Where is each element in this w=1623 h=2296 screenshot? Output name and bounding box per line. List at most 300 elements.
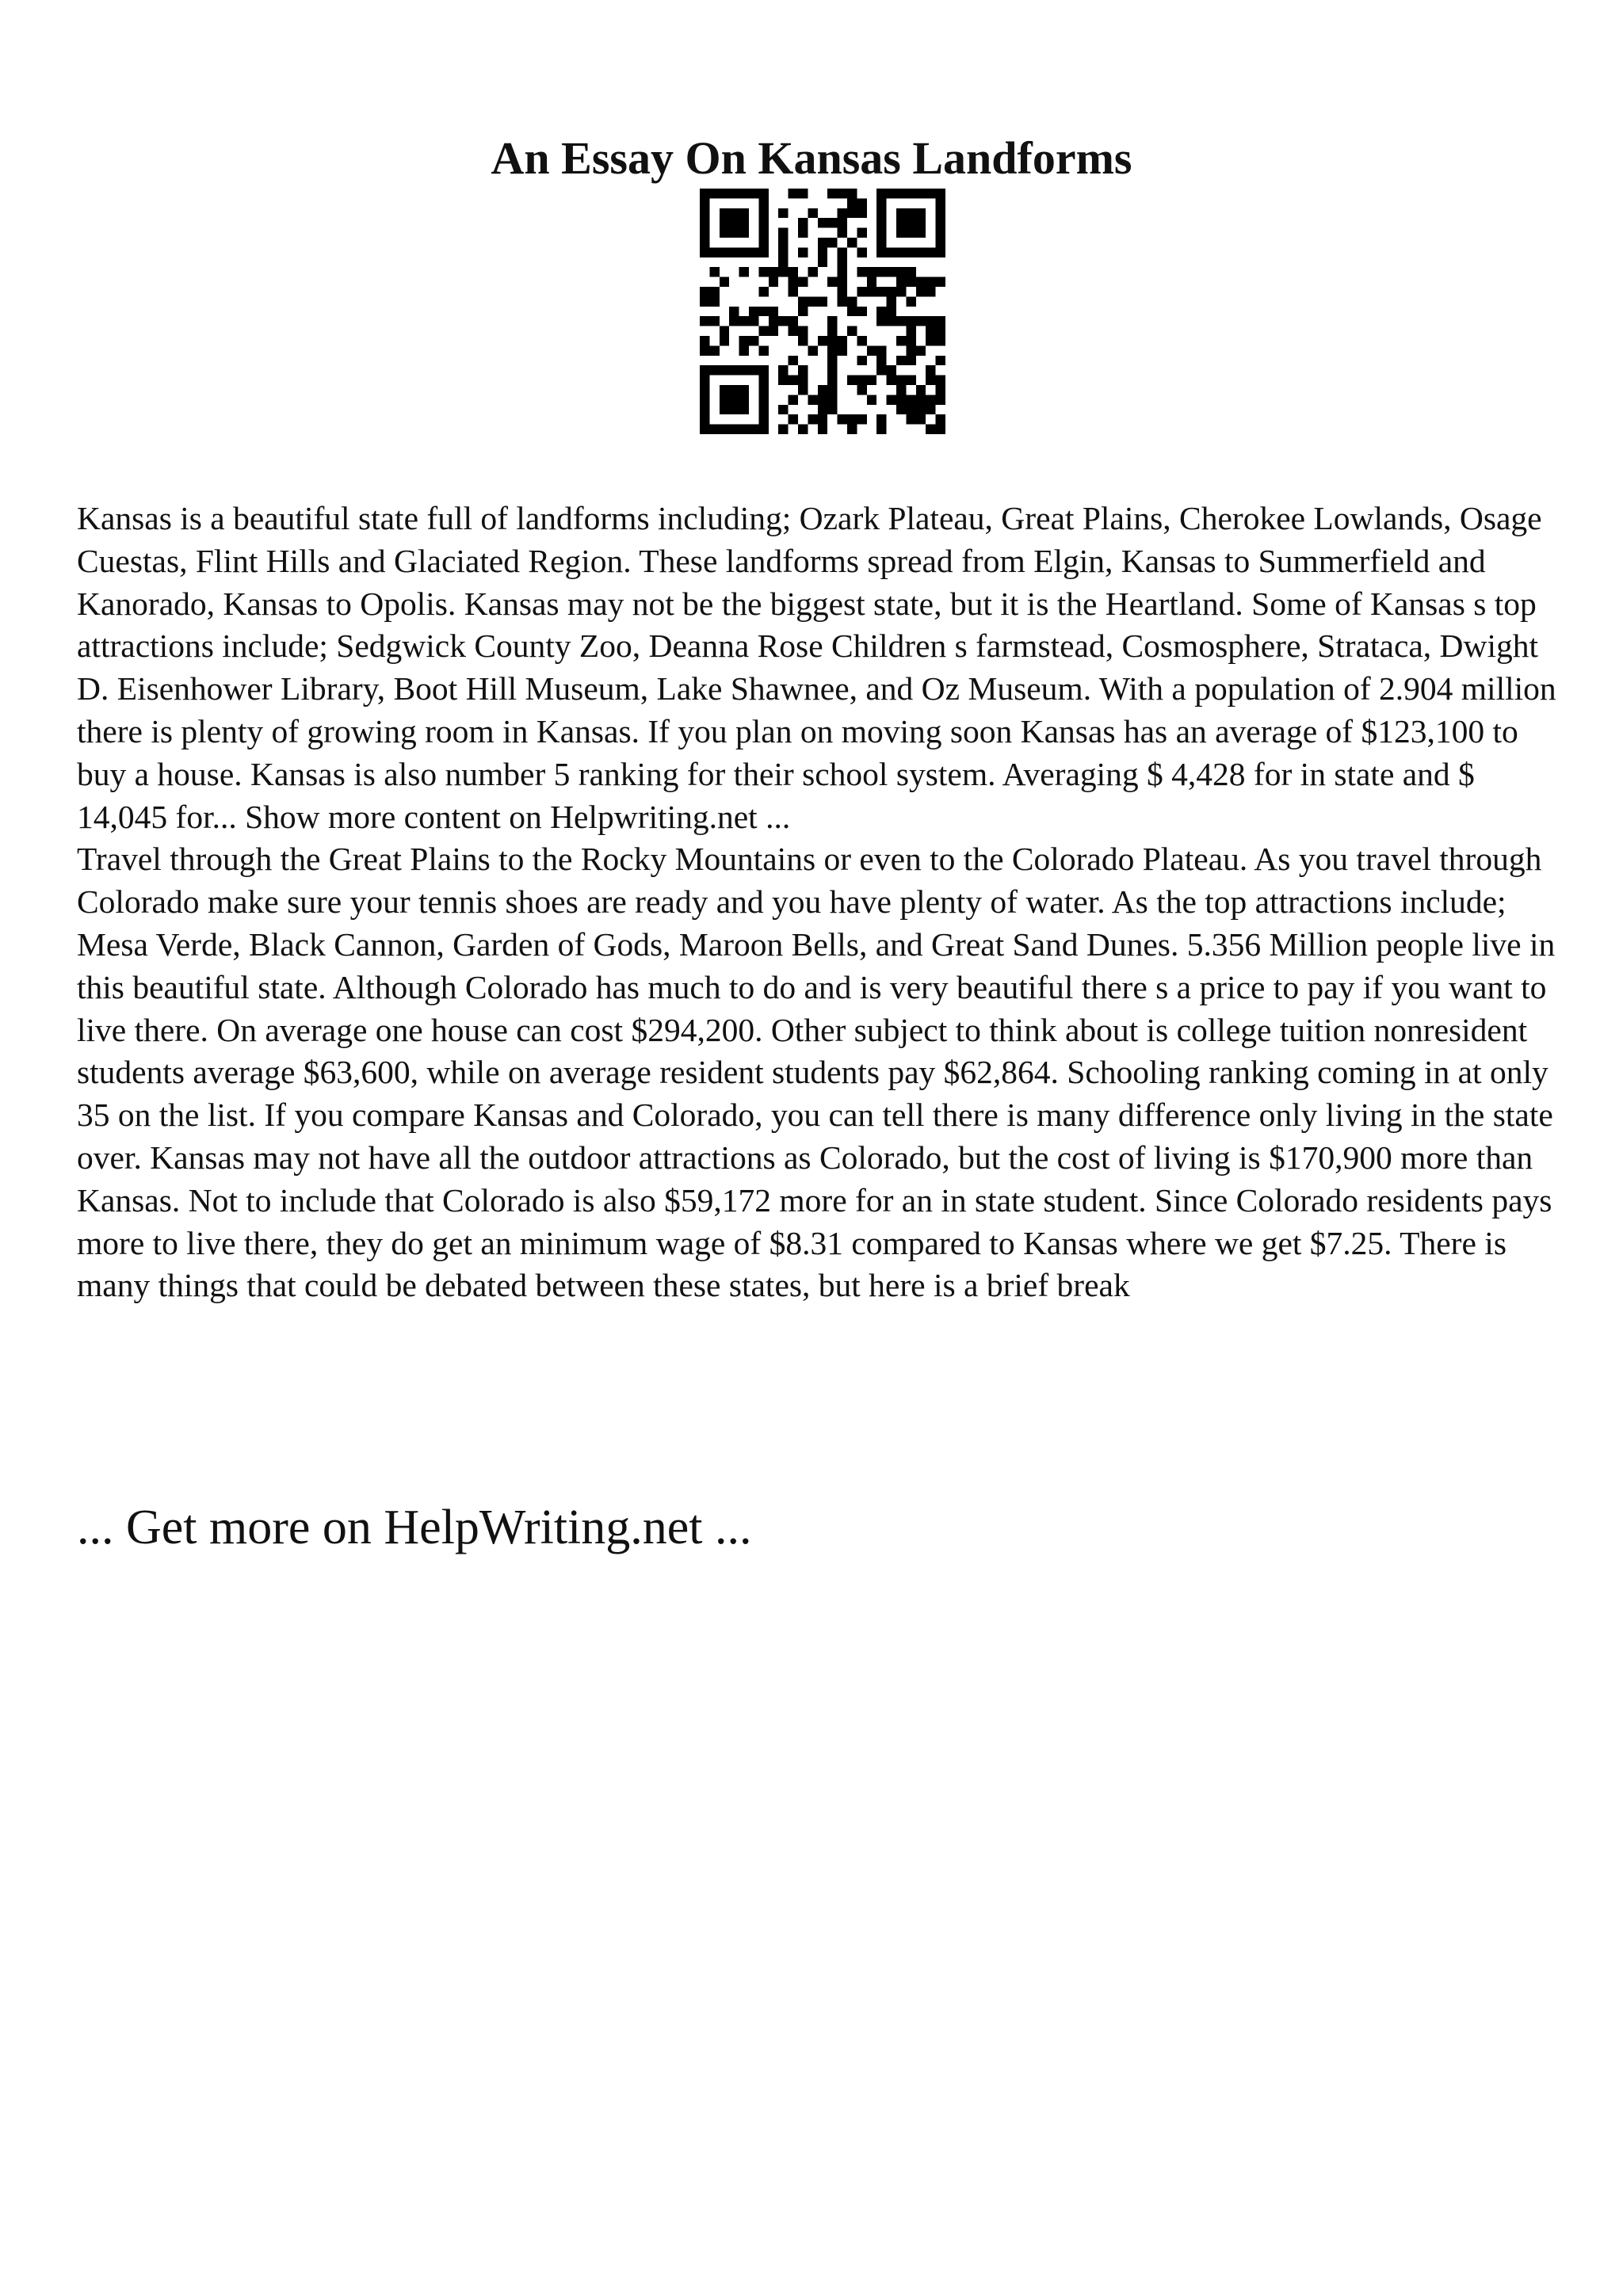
- qr-module: [876, 414, 886, 424]
- qr-module: [739, 267, 749, 277]
- qr-module: [700, 296, 709, 306]
- qr-module: [700, 316, 709, 326]
- qr-module: [936, 336, 945, 345]
- qr-module: [896, 395, 906, 404]
- qr-module: [847, 198, 857, 208]
- qr-module: [827, 336, 837, 345]
- qr-module: [758, 198, 768, 208]
- qr-module: [827, 405, 837, 414]
- qr-module: [729, 247, 739, 257]
- qr-module: [789, 287, 798, 296]
- qr-module: [887, 287, 896, 296]
- qr-module: [758, 208, 768, 218]
- qr-module: [926, 336, 935, 345]
- qr-module: [729, 228, 739, 238]
- qr-module: [720, 385, 729, 395]
- qr-module: [887, 376, 896, 385]
- qr-module: [700, 247, 709, 257]
- qr-module: [700, 425, 709, 434]
- qr-module: [758, 307, 768, 316]
- qr-module: [906, 326, 915, 336]
- qr-module: [926, 247, 935, 257]
- qr-module: [720, 336, 729, 345]
- qr-module: [758, 267, 768, 277]
- qr-module: [838, 345, 847, 355]
- qr-module: [887, 365, 896, 375]
- qr-module: [926, 376, 935, 385]
- qr-module: [798, 326, 808, 336]
- qr-module: [749, 425, 758, 434]
- qr-module: [867, 267, 876, 277]
- qr-module: [700, 345, 709, 355]
- qr-module: [818, 238, 827, 247]
- qr-module: [778, 405, 788, 414]
- qr-module: [758, 189, 768, 198]
- qr-module: [847, 189, 857, 198]
- qr-module: [936, 228, 945, 238]
- qr-module: [700, 189, 709, 198]
- qr-module: [936, 238, 945, 247]
- qr-module: [758, 287, 768, 296]
- qr-module: [789, 326, 798, 336]
- qr-module: [778, 257, 788, 267]
- qr-module: [838, 277, 847, 287]
- qr-module: [847, 425, 857, 434]
- qr-module: [887, 395, 896, 404]
- qr-module: [926, 277, 935, 287]
- qr-module: [916, 287, 926, 296]
- qr-module: [906, 405, 915, 414]
- qr-module: [827, 238, 837, 247]
- qr-module: [827, 326, 837, 336]
- qr-module: [827, 365, 837, 375]
- qr-code: [700, 189, 945, 434]
- qr-module: [700, 228, 709, 238]
- qr-module: [729, 307, 739, 316]
- qr-module: [798, 277, 808, 287]
- qr-module: [798, 425, 808, 434]
- qr-module: [896, 189, 906, 198]
- qr-module: [838, 287, 847, 296]
- page-title: An Essay On Kansas Landforms: [491, 132, 1132, 184]
- qr-module: [709, 296, 719, 306]
- qr-module: [847, 376, 857, 385]
- qr-module: [876, 267, 886, 277]
- qr-module: [876, 356, 886, 365]
- qr-module: [847, 238, 857, 247]
- qr-module: [838, 257, 847, 267]
- qr-module: [789, 316, 798, 326]
- qr-module: [818, 414, 827, 424]
- qr-module: [926, 395, 935, 404]
- qr-module: [906, 336, 915, 345]
- qr-module: [936, 356, 945, 365]
- qr-module: [808, 395, 817, 404]
- essay-body: [77, 498, 1567, 1307]
- qr-module: [857, 208, 866, 218]
- qr-module: [769, 267, 778, 277]
- qr-module: [867, 395, 876, 404]
- qr-module: [936, 414, 945, 424]
- qr-module: [936, 376, 945, 385]
- qr-module: [857, 228, 866, 238]
- qr-module: [936, 425, 945, 434]
- qr-module: [798, 247, 808, 257]
- qr-module: [700, 208, 709, 218]
- qr-module: [936, 395, 945, 404]
- qr-module: [827, 277, 837, 287]
- qr-module: [857, 307, 866, 316]
- qr-module: [758, 238, 768, 247]
- qr-module: [926, 316, 935, 326]
- qr-module: [700, 198, 709, 208]
- qr-module: [896, 356, 906, 365]
- qr-module: [818, 395, 827, 404]
- qr-module: [867, 277, 876, 287]
- qr-module: [729, 365, 739, 375]
- qr-module: [798, 336, 808, 345]
- qr-module: [720, 189, 729, 198]
- qr-module: [758, 326, 768, 336]
- qr-module: [926, 287, 935, 296]
- qr-module: [789, 267, 798, 277]
- qr-module: [778, 316, 788, 326]
- qr-module: [729, 385, 739, 395]
- qr-module: [857, 247, 866, 257]
- qr-module: [769, 307, 778, 316]
- qr-module: [887, 316, 896, 326]
- qr-module: [739, 247, 749, 257]
- qr-module: [739, 365, 749, 375]
- qr-module: [876, 208, 886, 218]
- essay-paragraph-colorado: Travel through the Great Plains to the Rocky Mountains or even to the Colorado Plateau. As you travel through Colorado make sure your tennis shoes are ready and you have plenty of water. As the top attractions include; Mesa Verde, Black Cannon, Garden of Gods, Maroon Bells, and Great Sand Dunes. 5.356 Million people live in this beautiful state. Although Colorado has much to do and is very beautiful there s a price to pay if you want to live there. On average one house can cost $294,200. Other subject to think about is college tuition nonresident students average $63,600, while on average resident students pay $62,864. Schooling ranking coming in at only 35 on the list. If you compare Kansas and Colorado, you can tell there is many difference only living in the state over. Kansas may not have all the outdoor attractions as Colorado, but the cost of living is $170,900 more than Kansas. Not to include that Colorado is also $59,172 more for an in state student. Since Colorado residents pays more to live there, they do get an minimum wage of $8.31 compared to Kansas where we get $7.25. There is many things that could be debated between these states, but here is a brief break: [77, 841, 1556, 1304]
- qr-module: [700, 287, 709, 296]
- qr-module: [896, 405, 906, 414]
- qr-module: [876, 198, 886, 208]
- qr-module: [896, 267, 906, 277]
- qr-module: [867, 287, 876, 296]
- qr-module: [729, 395, 739, 404]
- qr-module: [906, 414, 915, 424]
- qr-module: [798, 296, 808, 306]
- qr-module: [739, 228, 749, 238]
- qr-module: [896, 316, 906, 326]
- qr-module: [916, 405, 926, 414]
- qr-module: [798, 218, 808, 227]
- qr-module: [758, 345, 768, 355]
- qr-module: [926, 425, 935, 434]
- qr-module: [936, 198, 945, 208]
- qr-module: [896, 208, 906, 218]
- qr-module: [876, 425, 886, 434]
- qr-module: [739, 425, 749, 434]
- qr-module: [758, 385, 768, 395]
- qr-module: [936, 218, 945, 227]
- qr-module: [818, 425, 827, 434]
- qr-module: [709, 425, 719, 434]
- qr-module: [936, 189, 945, 198]
- essay-paragraph-kansas: Kansas is a beautiful state full of landforms including; Ozark Plateau, Great Plains, Cherokee Lowlands, Osage Cuestas, Flint Hills and Glaciated Region. These landforms spread from Elgin, Kansas to Summerfield and Kanorado, Kansas to Opolis. Kansas may not be the biggest state, but it is the Heartland. Some of Kansas s top attractions include; Sedgwick County Zoo, Deanna Rose Children s farmstead, Cosmosphere, Strataca, Dwight D. Eisenhower Library, Boot Hill Museum, Lake Shawnee, and Oz Museum. With a population of 2.904 million there is plenty of growing room in Kansas. If you plan on moving soon Kansas has an average of $123,100 to buy a house. Kansas is also number 5 ranking for their school system. Averaging $ 4,428 for in state and $ 14,045 for... Show more content on Helpwriting.net ...: [77, 500, 1556, 835]
- qr-module: [739, 189, 749, 198]
- qr-module: [876, 287, 886, 296]
- qr-module: [700, 405, 709, 414]
- qr-module: [789, 376, 798, 385]
- qr-module: [749, 307, 758, 316]
- qr-module: [700, 336, 709, 345]
- qr-module: [827, 189, 837, 198]
- qr-module: [729, 189, 739, 198]
- qr-module: [857, 198, 866, 208]
- qr-module: [936, 316, 945, 326]
- qr-module: [838, 228, 847, 238]
- qr-module: [847, 296, 857, 306]
- qr-module: [729, 218, 739, 227]
- qr-module: [896, 376, 906, 385]
- qr-module: [789, 414, 798, 424]
- qr-module: [700, 238, 709, 247]
- qr-module: [847, 326, 857, 336]
- qr-module: [749, 247, 758, 257]
- qr-module: [906, 189, 915, 198]
- qr-module: [896, 385, 906, 395]
- qr-module: [720, 326, 729, 336]
- qr-module: [906, 316, 915, 326]
- qr-module: [818, 296, 827, 306]
- qr-module: [887, 189, 896, 198]
- qr-module: [729, 405, 739, 414]
- qr-module: [827, 356, 837, 365]
- qr-module: [906, 208, 915, 218]
- qr-module: [700, 365, 709, 375]
- qr-module: [739, 345, 749, 355]
- qr-module: [739, 385, 749, 395]
- qr-module: [887, 267, 896, 277]
- qr-module: [838, 189, 847, 198]
- qr-module: [709, 287, 719, 296]
- qr-module: [906, 228, 915, 238]
- qr-module: [936, 326, 945, 336]
- qr-module: [818, 336, 827, 345]
- qr-module: [789, 356, 798, 365]
- qr-module: [857, 287, 866, 296]
- qr-module: [838, 218, 847, 227]
- qr-module: [818, 218, 827, 227]
- qr-module: [709, 365, 719, 375]
- qr-module: [808, 296, 817, 306]
- qr-module: [729, 425, 739, 434]
- qr-module: [838, 414, 847, 424]
- qr-module: [876, 228, 886, 238]
- qr-module: [906, 277, 915, 287]
- qr-module: [867, 345, 876, 355]
- qr-module: [887, 247, 896, 257]
- qr-module: [847, 414, 857, 424]
- qr-module: [778, 238, 788, 247]
- qr-module: [906, 376, 915, 385]
- qr-module: [709, 267, 719, 277]
- qr-module: [720, 218, 729, 227]
- qr-module: [789, 277, 798, 287]
- qr-module: [720, 228, 729, 238]
- qr-module: [808, 208, 817, 218]
- qr-module: [798, 228, 808, 238]
- qr-module: [906, 267, 915, 277]
- qr-module: [887, 307, 896, 316]
- qr-module: [887, 296, 896, 306]
- qr-module: [857, 385, 866, 395]
- qr-module: [896, 336, 906, 345]
- qr-module: [758, 425, 768, 434]
- qr-module: [729, 316, 739, 326]
- qr-module: [739, 218, 749, 227]
- qr-module: [926, 326, 935, 336]
- qr-module: [867, 376, 876, 385]
- qr-module: [906, 247, 915, 257]
- qr-module: [876, 345, 886, 355]
- qr-module: [916, 228, 926, 238]
- qr-module: [739, 336, 749, 345]
- get-more-link[interactable]: ... Get more on HelpWriting.net ...: [77, 1501, 752, 1554]
- qr-module: [778, 247, 788, 257]
- qr-module: [758, 405, 768, 414]
- qr-module: [808, 345, 817, 355]
- qr-module: [857, 376, 866, 385]
- qr-module: [749, 316, 758, 326]
- qr-module: [758, 218, 768, 227]
- qr-module: [906, 356, 915, 365]
- qr-module: [916, 247, 926, 257]
- qr-module: [916, 385, 926, 395]
- qr-module: [926, 189, 935, 198]
- qr-module: [916, 414, 926, 424]
- qr-module: [778, 228, 788, 238]
- qr-module: [827, 395, 837, 404]
- qr-module: [749, 365, 758, 375]
- qr-module: [876, 218, 886, 227]
- qr-module: [827, 316, 837, 326]
- qr-module: [876, 238, 886, 247]
- qr-module: [827, 376, 837, 385]
- qr-module: [778, 267, 788, 277]
- qr-module: [876, 365, 886, 375]
- qr-module: [916, 277, 926, 287]
- qr-module: [729, 208, 739, 218]
- qr-module: [720, 365, 729, 375]
- qr-module: [896, 287, 906, 296]
- qr-module: [936, 208, 945, 218]
- qr-module: [758, 395, 768, 404]
- qr-module: [838, 247, 847, 257]
- qr-module: [739, 208, 749, 218]
- qr-module: [798, 376, 808, 385]
- qr-module: [778, 365, 788, 375]
- qr-module: [936, 247, 945, 257]
- qr-module: [758, 376, 768, 385]
- qr-module: [838, 208, 847, 218]
- qr-module: [758, 228, 768, 238]
- qr-module: [739, 395, 749, 404]
- qr-module: [926, 365, 935, 375]
- qr-module: [906, 218, 915, 227]
- qr-module: [896, 228, 906, 238]
- qr-module: [798, 307, 808, 316]
- qr-module: [896, 277, 906, 287]
- qr-module: [818, 247, 827, 257]
- qr-module: [720, 395, 729, 404]
- qr-module: [749, 336, 758, 345]
- qr-module: [857, 267, 866, 277]
- qr-module: [936, 385, 945, 395]
- qr-module: [857, 356, 866, 365]
- qr-module: [778, 208, 788, 218]
- qr-module: [749, 189, 758, 198]
- qr-module: [769, 316, 778, 326]
- qr-module: [778, 376, 788, 385]
- qr-module: [720, 425, 729, 434]
- qr-module: [709, 247, 719, 257]
- qr-module: [720, 405, 729, 414]
- qr-module: [739, 405, 749, 414]
- qr-module: [838, 336, 847, 345]
- qr-module: [916, 316, 926, 326]
- qr-module: [896, 218, 906, 227]
- qr-module: [778, 425, 788, 434]
- qr-module: [709, 345, 719, 355]
- qr-module: [739, 316, 749, 326]
- qr-module: [857, 336, 866, 345]
- qr-module: [709, 189, 719, 198]
- qr-module: [876, 316, 886, 326]
- qr-module: [818, 405, 827, 414]
- qr-module: [808, 414, 817, 424]
- qr-module: [876, 307, 886, 316]
- qr-module: [808, 267, 817, 277]
- qr-module: [876, 247, 886, 257]
- qr-module: [818, 385, 827, 395]
- qr-module: [827, 218, 837, 227]
- qr-module: [926, 405, 935, 414]
- qr-module: [838, 267, 847, 277]
- qr-module: [847, 208, 857, 218]
- qr-module: [916, 345, 926, 355]
- qr-module: [769, 326, 778, 336]
- qr-module: [876, 189, 886, 198]
- qr-module: [827, 345, 837, 355]
- qr-module: [720, 247, 729, 257]
- qr-module: [700, 414, 709, 424]
- qr-module: [838, 296, 847, 306]
- qr-module: [789, 395, 798, 404]
- qr-module: [720, 277, 729, 287]
- qr-module: [916, 189, 926, 198]
- qr-module: [906, 345, 915, 355]
- qr-module: [700, 385, 709, 395]
- qr-module: [916, 395, 926, 404]
- qr-module: [916, 218, 926, 227]
- qr-module: [916, 208, 926, 218]
- qr-module: [827, 385, 837, 395]
- qr-module: [700, 376, 709, 385]
- qr-module: [906, 296, 915, 306]
- qr-module: [758, 414, 768, 424]
- qr-module: [847, 307, 857, 316]
- qr-module: [896, 247, 906, 257]
- qr-module: [857, 414, 866, 424]
- qr-module: [936, 277, 945, 287]
- qr-module: [700, 395, 709, 404]
- qr-module: [798, 385, 808, 395]
- qr-module: [906, 395, 915, 404]
